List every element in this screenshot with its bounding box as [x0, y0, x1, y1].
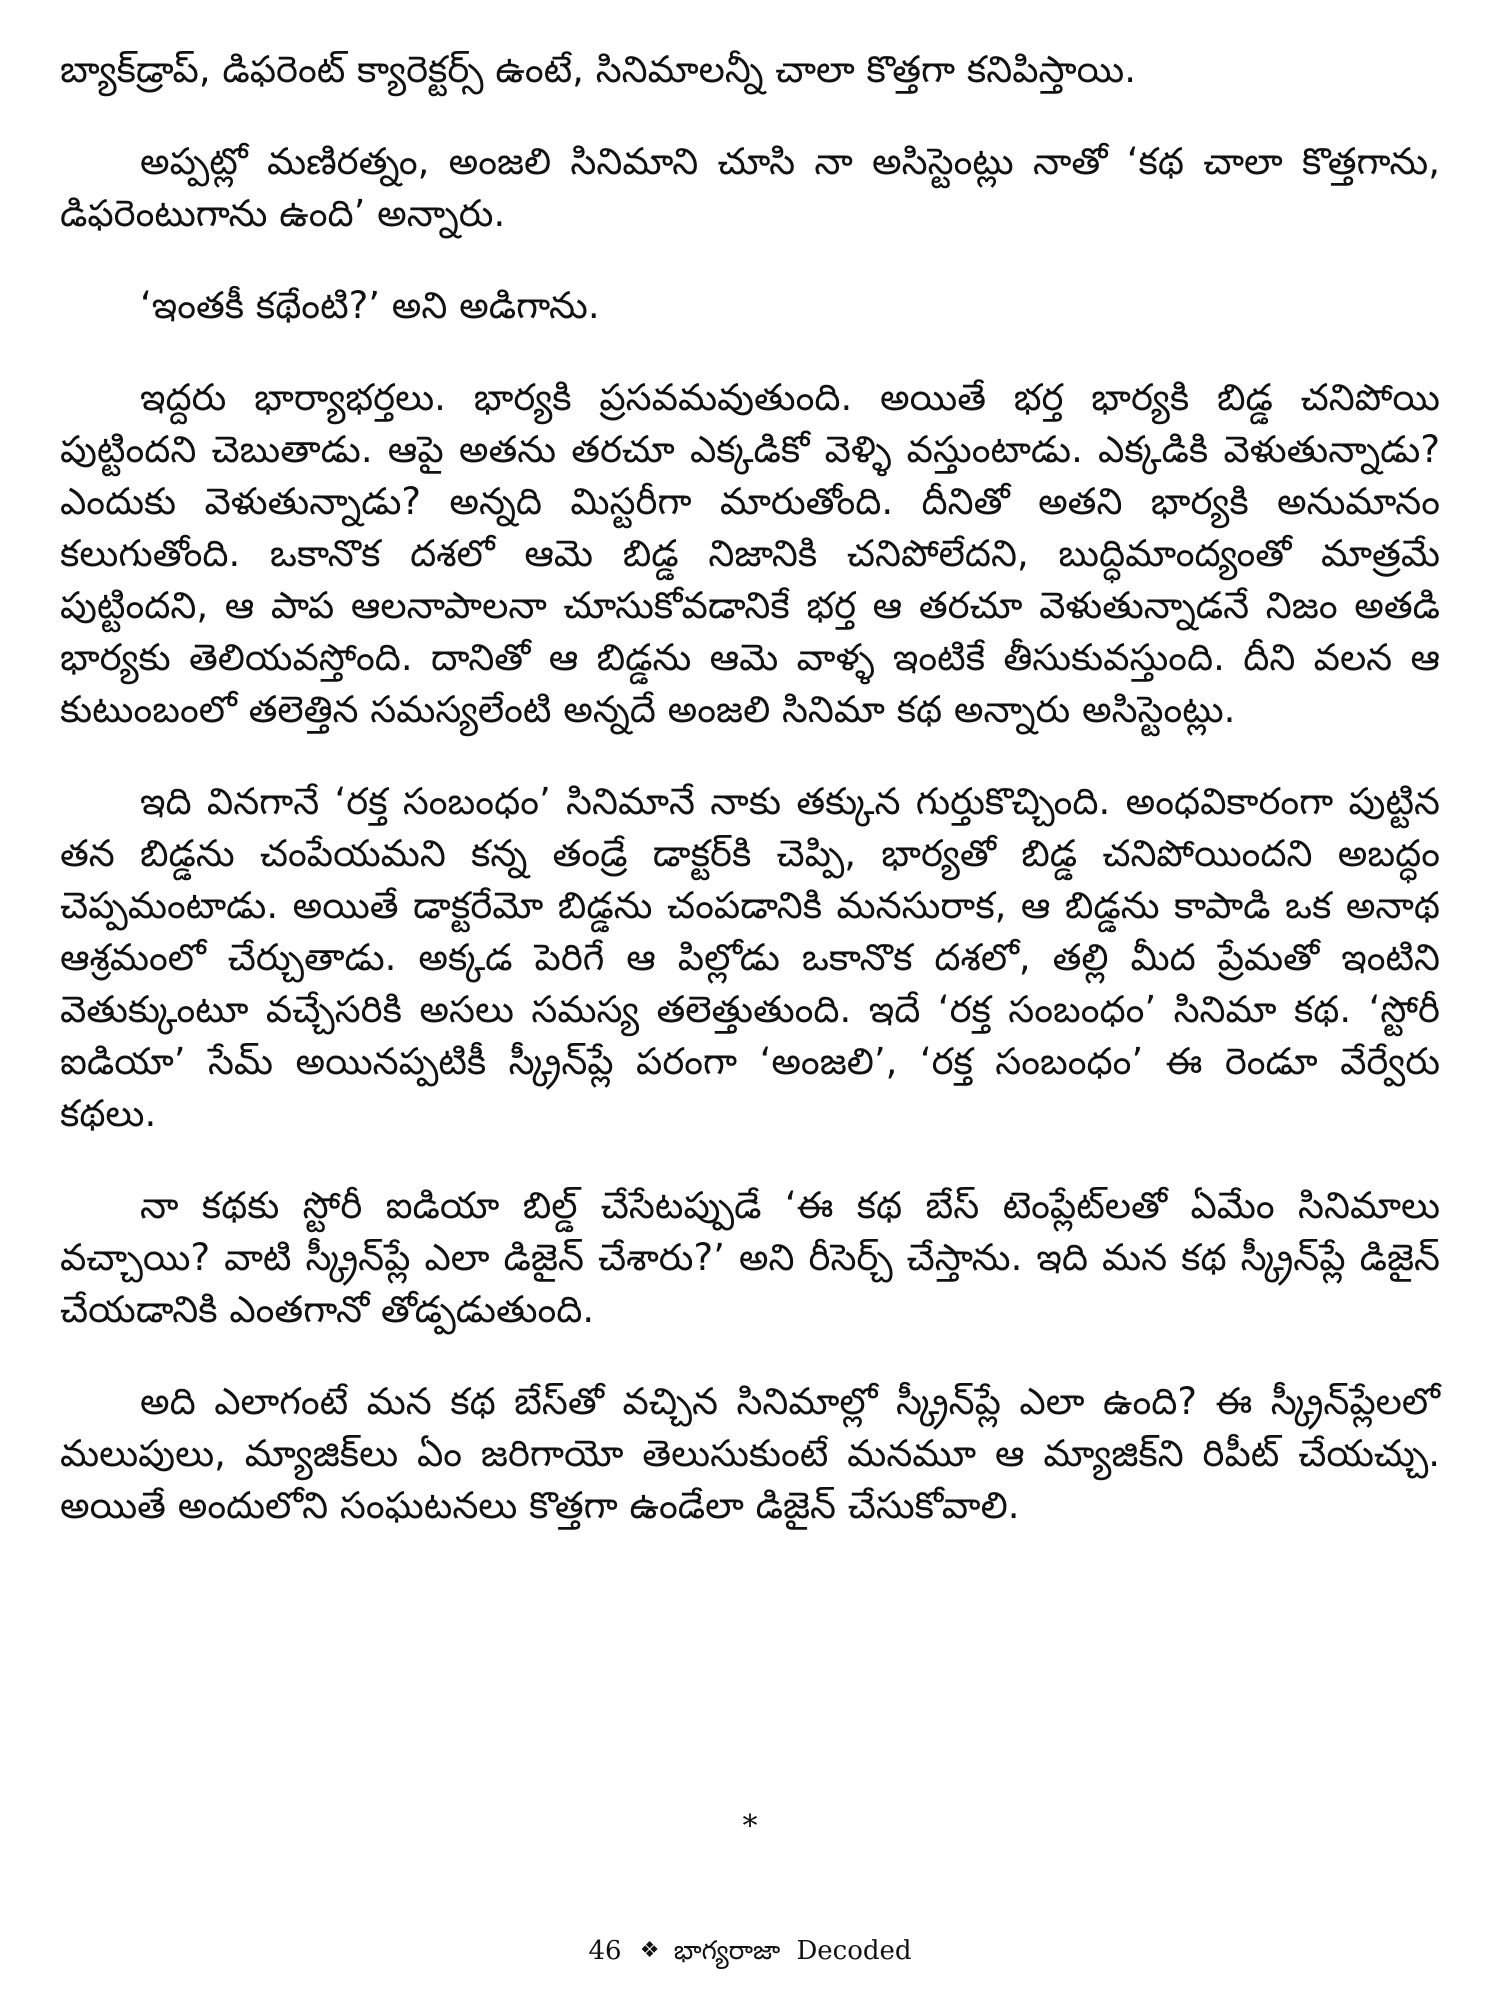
paragraph-7: అది ఎలాగంటే మన కథ బేస్‌తో వచ్చిన సినిమాల్లో స్క్రీన్‌ప్లే ఎలా ఉంది? ఈ స్క్రీన్‌ప్లేలలో మలుపులు, మ్యాజిక్‌లు ఏం జరిగాయో తెలుసుకుంటే మనమూ ఆ మ్యాజిక్‌ని రిపీట్ చేయచ్చు. అయితే అందులోని సంఘటనలు కొత్తగా ఉండేలా డిజైన్ చేసుకోవాలి.	[60, 1380, 1440, 1527]
paragraph-1: బ్యాక్‌డ్రాప్, డిఫరెంట్ క్యారెక్టర్స్ ఉంటే, సినిమాలన్నీ చాలా కొత్తగా కనిపిస్తాయి.	[60, 48, 1136, 91]
section-separator: *	[742, 1809, 758, 1844]
paragraph-2: అప్పట్లో మణిరత్నం, అంజలి సినిమాని చూసి నా అసిస్టెంట్లు నాతో ‘కథ చాలా కొత్తగాను, డిఫరెంటుగాను ఉంది’ అన్నారు.	[60, 140, 1440, 235]
paragraph-6: నా కథకు స్టోరీ ఐడియా బిల్డ్ చేసేటప్పుడే ‘ఈ కథ బేస్ టెంప్లేట్‌లతో ఏమేం సినిమాలు వచ్చాయి? వాటి స్క్రీన్‌ప్లే ఎలా డిజైన్ చేశారు?’ అని రీసెర్చ్ చేస్తాను. ఇది మన కథ స్క్రీన్‌ప్లే డిజైన్ చేయడానికి ఎంతగానో తోడ్పడుతుంది.	[60, 1184, 1440, 1331]
book-title-english: Decoded	[796, 1936, 912, 1966]
page-footer	[0, 1935, 1500, 1966]
paragraph-5: ఇది వినగానే ‘రక్త సంబంధం’ సినిమానే నాకు తక్కున గుర్తుకొచ్చింది. అంధవికారంగా పుట్టిన తన బిడ్డను చంపేయమని కన్న తండ్రే డాక్టర్‌కి చెప్పి, భార్యతో బిడ్డ చనిపోయిందని అబద్ధం చెప్పమంటాడు. అయితే డాక్టరేమో బిడ్డను చంపడానికి మనసురాక, ఆ బిడ్డను కాపాడి ఒక అనాథ ఆశ్రమంలో చేర్చుతాడు. అక్కడ పెరిగే ఆ పిల్లోడు ఒకానొక దశలో, తల్లి మీద ప్రేమతో ఇంటిని వెతుక్కుంటూ వచ్చేసరికి అసలు సమస్య తలెత్తుతుంది. ఇదే ‘రక్త సంబంధం’ సినిమా కథ. ‘స్టోరీ ఐడియా’ సేమ్ అయినప్పటికీ స్క్రీన్‌ప్లే పరంగా ‘అంజలి’, ‘రక్త సంబంధం’ ఈ రెండూ వేర్వేరు కథలు.	[60, 780, 1440, 1135]
book-title-telugu: భాగ్యరాజా	[673, 1936, 781, 1966]
paragraph-3: ‘ఇంతకీ కథేంటి?’ అని అడిగాను.	[140, 284, 600, 327]
four-diamond-ornament-icon: ❖	[639, 1938, 660, 1963]
paragraph-4: ఇద్దరు భార్యాభర్తలు. భార్యకి ప్రసవమవుతుంది. అయితే భర్త భార్యకి బిడ్డ చనిపోయి పుట్టిందని చెబుతాడు. ఆపై అతను తరచూ ఎక్కడికో వెళ్ళి వస్తుంటాడు. ఎక్కడికి వెళుతున్నాడు? ఎందుకు వెళుతున్నాడు? అన్నది మిస్టరీగా మారుతోంది. దీనితో అతని భార్యకి అనుమానం కలుగుతోంది. ఒకానొక దశలో ఆమె బిడ్డ నిజానికి చనిపోలేదని, బుద్ధిమాంద్యంతో మాత్రమే పుట్టిందని, ఆ పాప ఆలనాపాలనా చూసుకోవడానికే భర్త ఆ తరచూ వెళుతున్నాడనే నిజం అతడి భార్యకు తెలియవస్తోంది. దానితో ఆ బిడ్డను ఆమె వాళ్ళ ఇంటికే తీసుకువస్తుంది. దీని వలన ఆ కుటుంబంలో తలెత్తిన సమస్యలేంటి అన్నదే అంజలి సినిమా కథ అన్నారు అసిస్టెంట్లు.	[60, 376, 1440, 731]
page-number: 46	[588, 1936, 622, 1966]
